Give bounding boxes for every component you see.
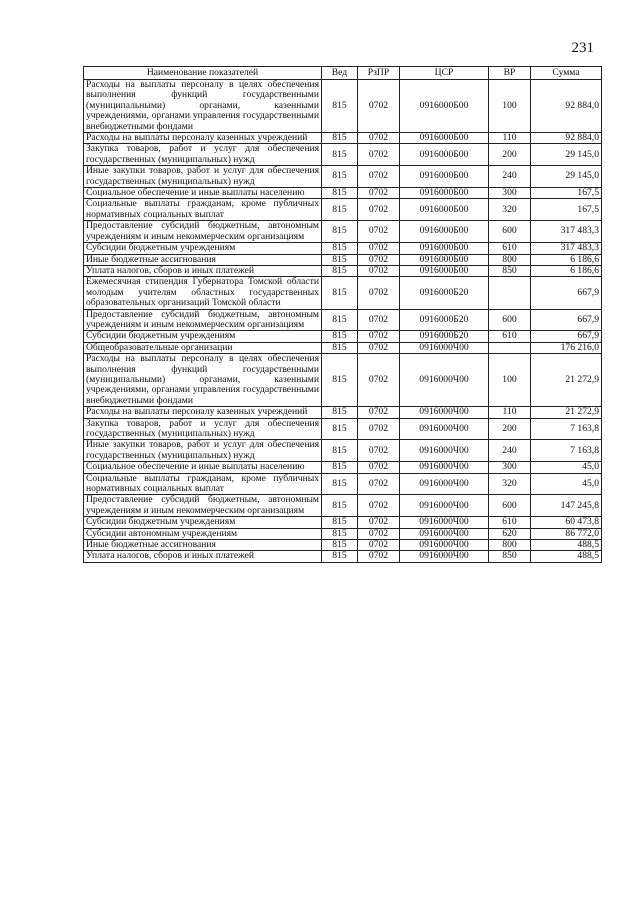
cell-name: Уплата налогов, сборов и иных платежей (84, 265, 322, 276)
cell-ved: 815 (322, 407, 358, 418)
cell-sum: 667,9 (531, 309, 602, 331)
cell-csr: 0916000Б00 (400, 188, 489, 199)
cell-ved: 815 (322, 342, 358, 353)
cell-name: Ежемесячная стипендия Губернатора Томской области молодым учителям областных государственных образовательных организаций Томской области (84, 277, 322, 309)
cell-csr: 0916000Ч00 (400, 462, 489, 473)
cell-ved: 815 (322, 440, 358, 462)
cell-csr: 0916000Ч00 (400, 551, 489, 562)
cell-rzpr: 0702 (358, 551, 400, 562)
cell-rzpr: 0702 (358, 243, 400, 254)
table-row (84, 309, 602, 331)
table-row (84, 440, 602, 462)
cell-ved: 815 (322, 309, 358, 331)
table-row (84, 342, 602, 353)
cell-ved: 815 (322, 277, 358, 309)
cell-csr: 0916000Б00 (400, 199, 489, 221)
cell-sum: 45,0 (531, 473, 602, 495)
cell-name: Расходы на выплаты персоналу казенных учреждений (84, 407, 322, 418)
cell-name: Субсидии автономным учреждениям (84, 528, 322, 539)
cell-vr: 620 (489, 528, 531, 539)
table-header-row (84, 67, 602, 80)
cell-csr: 0916000Б00 (400, 243, 489, 254)
cell-rzpr: 0702 (358, 199, 400, 221)
cell-vr: 110 (489, 133, 531, 144)
cell-sum: 92 884,0 (531, 80, 602, 133)
cell-name: Закупка товаров, работ и услуг для обеспечения государственных (муниципальных) нужд (84, 418, 322, 440)
table-row (84, 551, 602, 562)
cell-rzpr: 0702 (358, 133, 400, 144)
cell-sum: 176 216,0 (531, 342, 602, 353)
header-csr: ЦСР (400, 67, 489, 80)
table-row (84, 528, 602, 539)
cell-csr: 0916000Ч00 (400, 473, 489, 495)
cell-rzpr: 0702 (358, 407, 400, 418)
cell-ved: 815 (322, 517, 358, 528)
cell-csr: 0916000Ч00 (400, 528, 489, 539)
cell-sum: 667,9 (531, 331, 602, 342)
table-row (84, 354, 602, 407)
cell-vr: 100 (489, 354, 531, 407)
cell-sum: 167,5 (531, 188, 602, 199)
cell-rzpr: 0702 (358, 254, 400, 265)
cell-sum: 488,5 (531, 540, 602, 551)
cell-vr: 600 (489, 221, 531, 243)
cell-rzpr: 0702 (358, 354, 400, 407)
cell-name: Расходы на выплаты персоналу казенных учреждений (84, 133, 322, 144)
cell-ved: 815 (322, 551, 358, 562)
cell-sum: 45,0 (531, 462, 602, 473)
cell-rzpr: 0702 (358, 221, 400, 243)
cell-name: Иные закупки товаров, работ и услуг для обеспечения государственных (муниципальных) нужд (84, 166, 322, 188)
cell-csr: 0916000Б00 (400, 254, 489, 265)
cell-rzpr: 0702 (358, 144, 400, 166)
cell-sum: 29 145,0 (531, 144, 602, 166)
cell-name: Субсидии бюджетным учреждениям (84, 331, 322, 342)
cell-sum: 147 245,8 (531, 495, 602, 517)
cell-rzpr: 0702 (358, 331, 400, 342)
cell-name: Уплата налогов, сборов и иных платежей (84, 551, 322, 562)
cell-sum: 6 186,6 (531, 265, 602, 276)
table-row (84, 540, 602, 551)
cell-sum: 6 186,6 (531, 254, 602, 265)
cell-ved: 815 (322, 221, 358, 243)
cell-name: Предоставление субсидий бюджетным, автономным учреждениям и иным некоммерческим организациям (84, 495, 322, 517)
table-row (84, 473, 602, 495)
cell-sum: 60 473,8 (531, 517, 602, 528)
header-ved: Вед (322, 67, 358, 80)
cell-ved: 815 (322, 80, 358, 133)
cell-ved: 815 (322, 133, 358, 144)
cell-ved: 815 (322, 540, 358, 551)
cell-name: Иные закупки товаров, работ и услуг для обеспечения государственных (муниципальных) нужд (84, 440, 322, 462)
cell-rzpr: 0702 (358, 473, 400, 495)
cell-name: Предоставление субсидий бюджетным, автономным учреждениям и иным некоммерческим организациям (84, 221, 322, 243)
table-row (84, 462, 602, 473)
cell-vr: 610 (489, 517, 531, 528)
cell-sum: 92 884,0 (531, 133, 602, 144)
header-vr: ВР (489, 67, 531, 80)
cell-vr: 240 (489, 440, 531, 462)
cell-vr: 320 (489, 473, 531, 495)
cell-vr: 320 (489, 199, 531, 221)
cell-vr: 800 (489, 254, 531, 265)
cell-vr (489, 342, 531, 353)
cell-sum: 488,5 (531, 551, 602, 562)
cell-name: Социальные выплаты гражданам, кроме публичных нормативных социальных выплат (84, 473, 322, 495)
cell-name: Иные бюджетные ассигнования (84, 540, 322, 551)
cell-sum: 7 163,8 (531, 440, 602, 462)
table-row (84, 144, 602, 166)
cell-name: Расходы на выплаты персоналу в целях обеспечения выполнения функций государственными (муниципальными) органами, казенными учреждениями, органами управления государственными внебюджетными фондами (84, 80, 322, 133)
cell-csr: 0916000Б00 (400, 133, 489, 144)
cell-ved: 815 (322, 199, 358, 221)
cell-vr: 600 (489, 495, 531, 517)
cell-rzpr: 0702 (358, 462, 400, 473)
table-row (84, 254, 602, 265)
cell-sum: 7 163,8 (531, 418, 602, 440)
cell-name: Общеобразовательные организации (84, 342, 322, 353)
cell-sum: 167,5 (531, 199, 602, 221)
cell-vr: 800 (489, 540, 531, 551)
cell-vr: 110 (489, 407, 531, 418)
cell-csr: 0916000Ч00 (400, 407, 489, 418)
cell-name: Субсидии бюджетным учреждениям (84, 243, 322, 254)
cell-rzpr: 0702 (358, 166, 400, 188)
page-number: 231 (571, 40, 594, 56)
cell-csr: 0916000Ч00 (400, 418, 489, 440)
table-row (84, 221, 602, 243)
cell-name: Социальное обеспечение и иные выплаты населению (84, 462, 322, 473)
cell-csr: 0916000Ч00 (400, 354, 489, 407)
cell-ved: 815 (322, 473, 358, 495)
cell-vr: 610 (489, 243, 531, 254)
cell-csr: 0916000Б00 (400, 221, 489, 243)
cell-vr: 240 (489, 166, 531, 188)
cell-rzpr: 0702 (358, 342, 400, 353)
cell-sum: 86 772,0 (531, 528, 602, 539)
cell-rzpr: 0702 (358, 277, 400, 309)
cell-rzpr: 0702 (358, 418, 400, 440)
cell-sum: 29 145,0 (531, 166, 602, 188)
cell-name: Предоставление субсидий бюджетным, автономным учреждениям и иным некоммерческим организациям (84, 309, 322, 331)
cell-sum: 667,9 (531, 277, 602, 309)
cell-ved: 815 (322, 254, 358, 265)
cell-csr: 0916000Б20 (400, 331, 489, 342)
table-row (84, 495, 602, 517)
cell-ved: 815 (322, 265, 358, 276)
cell-name: Субсидии бюджетным учреждениям (84, 517, 322, 528)
cell-ved: 815 (322, 331, 358, 342)
cell-ved: 815 (322, 144, 358, 166)
header-sum: Сумма (531, 67, 602, 80)
cell-rzpr: 0702 (358, 440, 400, 462)
cell-ved: 815 (322, 188, 358, 199)
cell-ved: 815 (322, 418, 358, 440)
cell-name: Расходы на выплаты персоналу в целях обеспечения выполнения функций государственными (муниципальными) органами, казенными учреждениями, органами управления государственными внебюджетными фондами (84, 354, 322, 407)
cell-vr: 610 (489, 331, 531, 342)
cell-ved: 815 (322, 243, 358, 254)
cell-rzpr: 0702 (358, 265, 400, 276)
table-row (84, 80, 602, 133)
cell-vr: 300 (489, 188, 531, 199)
cell-vr: 850 (489, 265, 531, 276)
cell-rzpr: 0702 (358, 188, 400, 199)
table-row (84, 277, 602, 309)
table-row (84, 133, 602, 144)
cell-csr: 0916000Ч00 (400, 495, 489, 517)
header-rzpr: РзПР (358, 67, 400, 80)
header-name: Наименование показателей (84, 67, 322, 80)
cell-csr: 0916000Ч00 (400, 440, 489, 462)
cell-name: Социальное обеспечение и иные выплаты населению (84, 188, 322, 199)
cell-csr: 0916000Б20 (400, 277, 489, 309)
table-row (84, 265, 602, 276)
cell-ved: 815 (322, 462, 358, 473)
cell-vr: 850 (489, 551, 531, 562)
cell-vr: 300 (489, 462, 531, 473)
table-row (84, 407, 602, 418)
cell-csr: 0916000Б20 (400, 309, 489, 331)
table-row (84, 188, 602, 199)
cell-rzpr: 0702 (358, 309, 400, 331)
table-row (84, 331, 602, 342)
cell-rzpr: 0702 (358, 80, 400, 133)
cell-rzpr: 0702 (358, 495, 400, 517)
cell-csr: 0916000Ч00 (400, 540, 489, 551)
cell-csr: 0916000Б00 (400, 166, 489, 188)
table-row (84, 199, 602, 221)
cell-sum: 21 272,9 (531, 407, 602, 418)
cell-ved: 815 (322, 495, 358, 517)
cell-csr: 0916000Ч00 (400, 342, 489, 353)
cell-name: Закупка товаров, работ и услуг для обеспечения государственных (муниципальных) нужд (84, 144, 322, 166)
cell-rzpr: 0702 (358, 528, 400, 539)
cell-vr: 200 (489, 418, 531, 440)
cell-ved: 815 (322, 166, 358, 188)
table-row (84, 166, 602, 188)
cell-sum: 317 483,3 (531, 221, 602, 243)
cell-ved: 815 (322, 354, 358, 407)
cell-name: Иные бюджетные ассигнования (84, 254, 322, 265)
cell-rzpr: 0702 (358, 517, 400, 528)
table-row (84, 243, 602, 254)
table-body (84, 80, 602, 563)
cell-csr: 0916000Ч00 (400, 517, 489, 528)
cell-csr: 0916000Б00 (400, 265, 489, 276)
table-row (84, 517, 602, 528)
cell-ved: 815 (322, 528, 358, 539)
cell-name: Социальные выплаты гражданам, кроме публичных нормативных социальных выплат (84, 199, 322, 221)
cell-vr (489, 277, 531, 309)
cell-csr: 0916000Б00 (400, 144, 489, 166)
cell-sum: 21 272,9 (531, 354, 602, 407)
cell-rzpr: 0702 (358, 540, 400, 551)
cell-sum: 317 483,3 (531, 243, 602, 254)
cell-vr: 200 (489, 144, 531, 166)
budget-table (83, 66, 602, 563)
table-row (84, 418, 602, 440)
cell-vr: 600 (489, 309, 531, 331)
cell-vr: 100 (489, 80, 531, 133)
cell-csr: 0916000Б00 (400, 80, 489, 133)
